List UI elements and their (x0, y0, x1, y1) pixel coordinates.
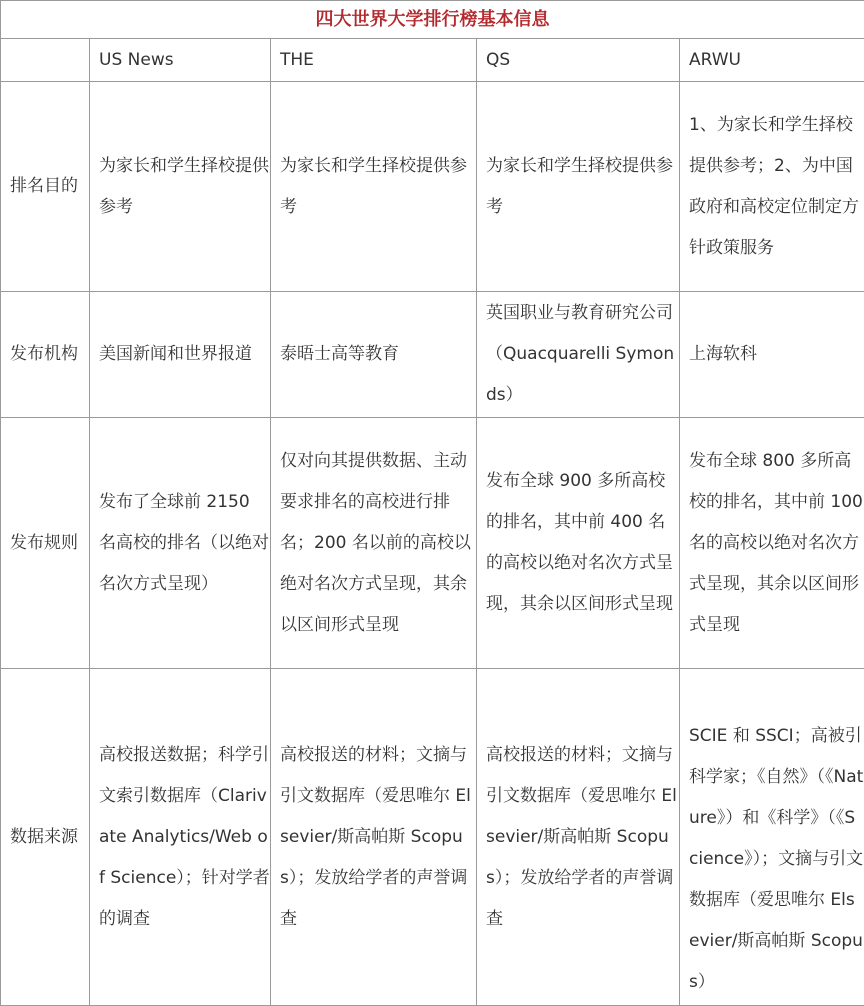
cell-sources-us-news: 高校报送数据；科学引文索引数据库（Clarivate Analytics/Web of Science）；针对学者的调查 (90, 669, 271, 1006)
cell-sources-the: 高校报送的材料；文摘与引文数据库（爱思唯尔 Elsevier/斯高帕斯 Scopus）；发放给学者的声誉调查 (271, 669, 477, 1006)
table-title: 四大世界大学排行榜基本信息 (1, 1, 864, 39)
title-row (1, 1, 864, 39)
cell-rules-us-news: 发布了全球前 2150 名高校的排名（以绝对名次方式呈现） (90, 418, 271, 669)
cell-publisher-us-news: 美国新闻和世界报道 (90, 292, 271, 418)
header-qs: QS (477, 39, 680, 82)
table-row-rules (1, 418, 864, 669)
cell-publisher-qs: 英国职业与教育研究公司（Quacquarelli Symonds） (477, 292, 680, 418)
header-the: THE (271, 39, 477, 82)
cell-purpose-the: 为家长和学生择校提供参考 (271, 82, 477, 292)
header-row (1, 39, 864, 82)
table-row-sources (1, 669, 864, 1006)
table-row-publisher (1, 292, 864, 418)
row-label-rules: 发布规则 (1, 418, 90, 669)
row-label-publisher: 发布机构 (1, 292, 90, 418)
header-us-news: US News (90, 39, 271, 82)
cell-purpose-us-news: 为家长和学生择校提供参考 (90, 82, 271, 292)
cell-purpose-arwu: 1、为家长和学生择校提供参考；2、为中国政府和高校定位制定方针政策服务 (680, 82, 864, 292)
row-label-sources: 数据来源 (1, 669, 90, 1006)
cell-purpose-qs: 为家长和学生择校提供参考 (477, 82, 680, 292)
cell-publisher-the: 泰晤士高等教育 (271, 292, 477, 418)
cell-rules-qs: 发布全球 900 多所高校的排名，其中前 400 名的高校以绝对名次方式呈现，其余以区间形式呈现 (477, 418, 680, 669)
cell-rules-arwu: 发布全球 800 多所高校的排名，其中前 100 名的高校以绝对名次方式呈现，其余以区间形式呈现 (680, 418, 864, 669)
row-label-purpose: 排名目的 (1, 82, 90, 292)
cell-publisher-arwu: 上海软科 (680, 292, 864, 418)
cell-rules-the: 仅对向其提供数据、主动要求排名的高校进行排名；200 名以前的高校以绝对名次方式呈现，其余以区间形式呈现 (271, 418, 477, 669)
header-corner (1, 39, 90, 82)
table-row-purpose (1, 82, 864, 292)
header-arwu: ARWU (680, 39, 864, 82)
cell-sources-qs: 高校报送的材料；文摘与引文数据库（爱思唯尔 Elsevier/斯高帕斯 Scopus）；发放给学者的声誉调查 (477, 669, 680, 1006)
cell-sources-arwu: SCIE 和 SSCI；高被引科学家；《自然》（《Nature》）和《科学》（《Science》）；文摘与引文数据库（爱思唯尔 Elsevier/斯高帕斯 Scopus） (680, 669, 864, 1006)
